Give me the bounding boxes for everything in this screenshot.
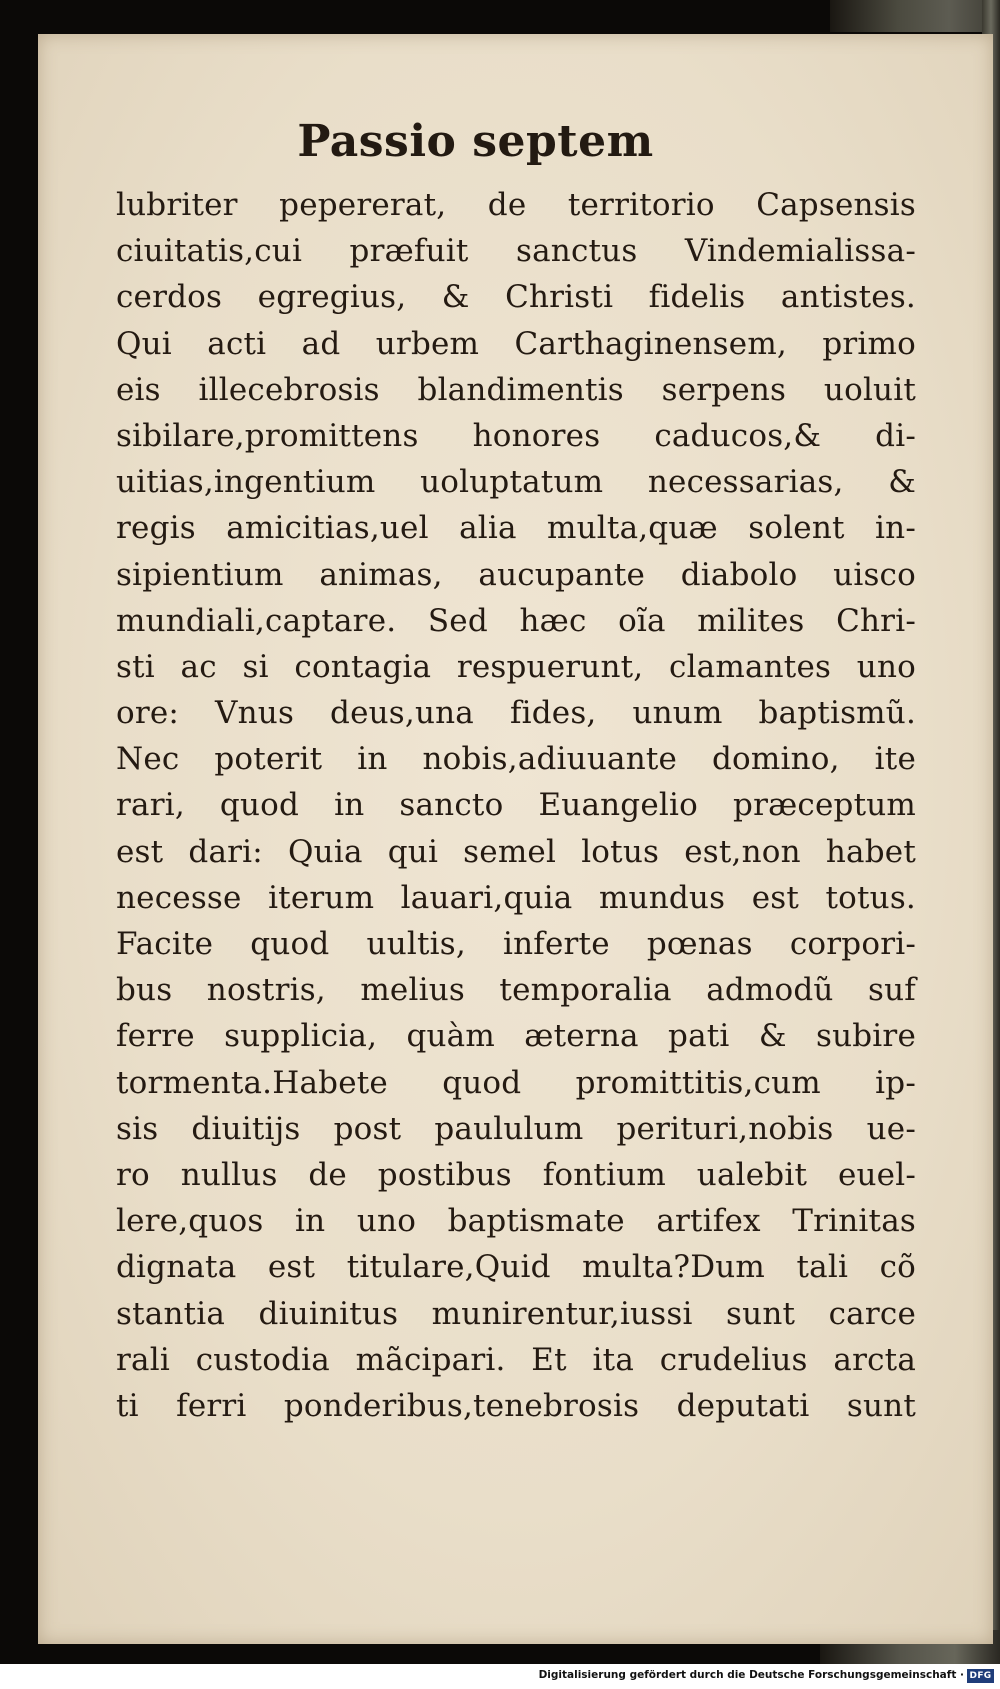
text-line: lere,quos in uno baptismate artifex Trinitas [116,1203,916,1240]
book-cover-edge-top [830,0,1000,32]
running-head [38,116,993,167]
text-line: est dari: Quia qui semel lotus est,non habet [116,833,916,870]
text-line: sipientium animas, aucupante diabolo uisco [116,556,916,593]
text-line: ciuitatis,cui præfuit sanctus Vindemialissa- [116,233,916,270]
running-head-text: Passio septem [297,116,654,167]
text-line: dignata est titulare,Quid multa?Dum tali cõ [116,1249,916,1286]
text-line: rari, quod in sancto Euangelio præceptum [116,787,916,824]
body-text [116,182,916,1429]
text-line: uitias,ingentium uoluptatum necessarias, & [116,464,916,501]
text-line: rali custodia mãcipari. Et ita crudelius arcta [116,1341,916,1378]
text-line: cerdos egregius, & Christi fidelis antistes. [116,279,916,316]
dfg-logo: DFG [967,1669,994,1683]
text-line: Facite quod uultis, inferte pœnas corpori- [116,926,916,962]
text-line: bus nostris, melius temporalia admodũ suf [116,972,916,1009]
book-page [38,34,993,1644]
text-line: ferre supplicia, quàm æterna pati & subire [116,1018,916,1055]
text-line: ro nullus de postibus fontium ualebit euel- [116,1156,916,1193]
text-line: tormenta.Habete quod promittitis,cum ip- [116,1064,916,1101]
text-line: mundiali,captare. Sed hæc oĩa milites Chri- [116,602,916,639]
text-line: regis amicitias,uel alia multa,quæ solent in- [116,510,916,547]
text-line: sibilare,promittens honores caducos,& di- [116,417,916,454]
text-line: necesse iterum lauari,quia mundus est totus. [116,879,916,916]
text-line: sis diuitijs post paululum perituri,nobis ue- [116,1110,916,1147]
text-line: sti ac si contagia respuerunt, clamantes uno [116,648,916,685]
footer-bar [0,1664,1000,1689]
text-line: ore: Vnus deus,una fides, unum baptismũ. [116,695,916,732]
text-line: eis illecebrosis blandimentis serpens uoluit [116,371,916,408]
text-line: Qui acti ad urbem Carthaginensem, primo [116,325,916,362]
text-line: ti ferri ponderibus,tenebrosis deputati sunt [116,1387,916,1424]
text-line: stantia diuinitus munirentur,iussi sunt carce [116,1295,916,1332]
footer-credit: Digitalisierung gefördert durch die Deutsche Forschungsgemeinschaft · [538,1669,964,1681]
text-line: Nec poterit in nobis,adiuuante domino, ite [116,741,916,778]
text-line: lubriter pepererat, de territorio Capsensis [116,187,916,223]
